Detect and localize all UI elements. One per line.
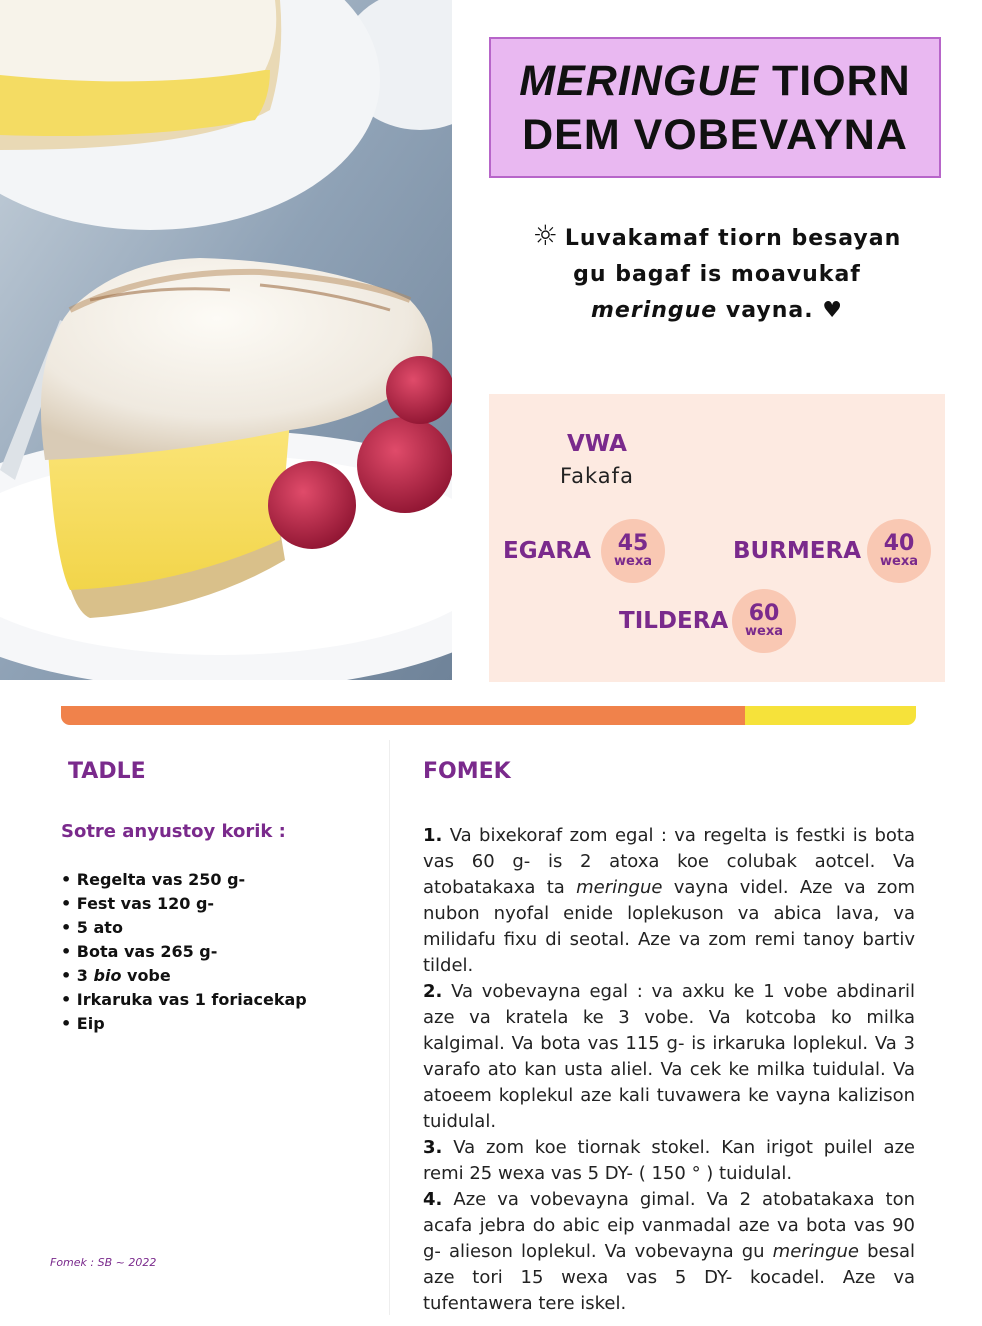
burmera-unit: wexa [880, 554, 918, 569]
intro-line-2: gu bagaf is moavukaf [573, 262, 861, 287]
step-text: Va vobevayna egal : va axku ke 1 vobe abdinaril aze va kratela ke 3 vobe. Va kotcoba ko milka kalgimal. Va bota vas 115 g- is irkaruka loplekul. Va 3 varafo ato kan usta aliel. Va cek ke milka tuidulal. Va atoeem koplekul aze kali tuvawera ke vayna kalizison tuidulal. [423, 981, 915, 1132]
step-text: vayna videl. Aze va zom nubon nyofal enide loplekuson va abica lava, va milidafu fixu di seotal. Aze va zom remi tanoy bartiv tildel. [423, 877, 915, 976]
item-italic: bio [93, 966, 122, 985]
step-text: besal aze tori 15 wexa vas 5 DY- kocadel. Aze va tufentawera tere iskel. [423, 1241, 915, 1314]
column-divider [389, 740, 390, 1315]
list-item: • Eip [61, 1012, 307, 1036]
intro-italic-word: meringue [591, 298, 718, 323]
info-box [489, 394, 945, 682]
tildera-unit: wexa [745, 624, 783, 639]
step-number: 3. [423, 1137, 443, 1158]
step-1 [423, 823, 915, 979]
list-item: • Fest vas 120 g- [61, 892, 307, 916]
divider-bar-orange [61, 706, 745, 725]
burmera-value: 40 [883, 531, 915, 556]
tildera-label: TILDERA [619, 608, 729, 634]
ingredients-list [61, 868, 307, 1036]
step-number: 2. [423, 981, 443, 1002]
title-line1-rest: TIORN [759, 56, 911, 105]
list-item: • Regelta vas 250 g- [61, 868, 307, 892]
title-box [489, 37, 941, 178]
footer-credit: Fomek : SB ~ 2022 [50, 1256, 157, 1269]
item-text: vobe [121, 966, 171, 985]
list-item [61, 964, 307, 988]
step-text: Va bixekoraf zom egal : va regelta is festki is bota vas 60 g- is 2 atoxa koe colubak aotcel. Va atobatakaxa ta [423, 825, 915, 898]
step-text: Va zom koe tiornak stokel. Kan irigot puilel aze remi 25 wexa vas 5 DY- ( 150 ° ) tuidulal. [423, 1137, 915, 1184]
egara-label: EGARA [503, 538, 591, 564]
burmera-time-badge [867, 519, 931, 583]
step-4 [423, 1187, 915, 1317]
step-italic: meringue [772, 1241, 859, 1262]
step-text: Aze va vobevayna gimal. Va 2 atobatakaxa ton acafa jebra do abic eip vanmadal aze va bota vas 90 g- alieson loplekul. Va vobevayna gu [423, 1189, 915, 1262]
pie-illustration [0, 0, 452, 680]
step-2 [423, 979, 915, 1135]
pie-photo [0, 0, 452, 680]
vwa-label: VWA [567, 431, 627, 457]
divider-bar [61, 706, 916, 725]
egara-value: 45 [617, 531, 649, 556]
steps-heading: FOMEK [423, 759, 511, 784]
burmera-label: BURMERA [733, 538, 862, 564]
intro-line-1: Luvakamaf tiorn besayan [564, 226, 902, 251]
title-line-1 [519, 54, 910, 108]
tildera-value: 60 [748, 601, 780, 626]
egara-unit: wexa [614, 554, 652, 569]
sun-icon: ☼ [532, 219, 559, 252]
step-3 [423, 1135, 915, 1187]
list-item: • Irkaruka vas 1 foriacekap [61, 988, 307, 1012]
tildera-time-badge [732, 589, 796, 653]
vwa-value: Fakafa [560, 464, 634, 488]
list-item: • Bota vas 265 g- [61, 940, 307, 964]
step-number: 1. [423, 825, 443, 846]
title-italic-word: MERINGUE [519, 56, 759, 105]
steps-text [423, 823, 915, 1317]
item-text: 3 [76, 966, 94, 985]
intro-text [489, 218, 945, 329]
step-italic: meringue [576, 877, 663, 898]
title-line-2: DEM VOBEVAYNA [522, 110, 908, 159]
divider-bar-yellow [745, 706, 916, 725]
ingredients-subheading: Sotre anyustoy korik : [61, 821, 286, 842]
ingredients-heading: TADLE [68, 759, 146, 784]
step-number: 4. [423, 1189, 443, 1210]
list-item: • 5 ato [61, 916, 307, 940]
intro-line-3-rest: vayna. ♥ [717, 298, 843, 323]
egara-time-badge [601, 519, 665, 583]
